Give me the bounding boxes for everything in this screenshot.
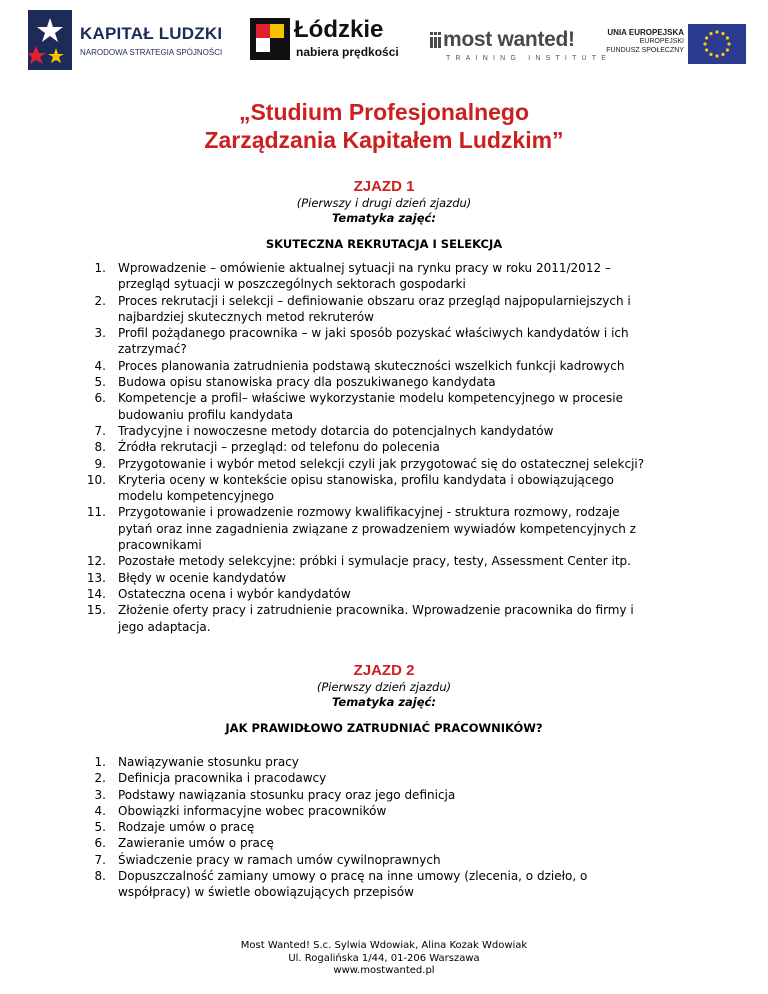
list-item — [0, 423, 698, 439]
list-item — [0, 803, 698, 819]
list-item-text: pracownikami — [118, 538, 202, 553]
list-item-number: 5. — [94, 375, 106, 390]
section-1-tematyka: Tematyka zajęć: — [332, 211, 436, 225]
list-item — [0, 456, 698, 472]
list-item-number: 8. — [94, 440, 106, 455]
list-item-text: pytań oraz inne zagadnienia związane z prowadzeniem wywiadów kompetencyjnych z — [118, 521, 636, 536]
list-item — [0, 439, 698, 455]
page-title-line-1: „Studium Profesjonalnego — [238, 99, 530, 125]
list-item-number: 1. — [94, 261, 106, 275]
list-item — [0, 602, 698, 635]
list-item-text: budowaniu profilu kandydata — [118, 407, 294, 422]
list-item-text: Rodzaje umów o pracę — [118, 820, 255, 835]
list-item-text: Przygotowanie i prowadzenie rozmowy kwalifikacyjnej - struktura rozmowy, rodzaje — [118, 505, 620, 520]
list-item-text: Wprowadzenie – omówienie aktualnej sytuacji na rynku pracy w roku 2011/2012 – — [118, 261, 611, 275]
ue-line-1: UNIA EUROPEJSKA — [607, 28, 684, 37]
list-item — [0, 819, 698, 835]
list-item-text: Proces rekrutacji i selekcji – definiowanie obszaru oraz przegląd najpopularniejszych i — [118, 293, 631, 308]
list-item — [0, 390, 698, 423]
list-item-text: modelu kompetencyjnego — [118, 489, 275, 504]
lodzkie-logo — [250, 14, 420, 68]
list-item-number: 15. — [86, 603, 106, 618]
kapital-ludzki-logo — [28, 10, 238, 70]
list-item-text: Kryteria oceny w kontekście opisu stanowiska, profilu kandydata i obowiązującego — [118, 472, 614, 487]
list-item — [0, 358, 698, 374]
lodzkie-subtitle: nabiera prędkości — [296, 45, 399, 59]
list-item-number: 6. — [94, 836, 106, 851]
list-item-number: 9. — [94, 456, 106, 471]
logo-strip — [0, 0, 768, 78]
list-item-text: Pozostałe metody selekcyjne: próbki i symulacje pracy, testy, Assessment Center itp. — [118, 554, 631, 569]
footer — [0, 940, 768, 978]
list-item-text: zatrzymać? — [118, 342, 187, 357]
list-item — [0, 325, 698, 358]
list-item-text: Źródła rekrutacji – przegląd: od telefonu do polecenia — [118, 440, 440, 455]
list-item — [0, 852, 698, 868]
mostwanted-logo — [430, 28, 612, 68]
mostwanted-dots-icon — [430, 32, 442, 48]
list-item-number: 8. — [94, 869, 106, 884]
list-item — [0, 570, 698, 586]
eu-flag-icon — [688, 24, 746, 64]
list-item — [0, 504, 698, 553]
list-item-number: 4. — [94, 803, 106, 818]
kapital-ludzki-title: KAPITAŁ LUDZKI — [80, 24, 223, 43]
list-item-number: 7. — [94, 852, 106, 867]
section-1-topic: SKUTECZNA REKRUTACJA I SELEKCJA — [265, 237, 503, 251]
section-1-header — [0, 178, 768, 226]
list-item-number: 6. — [94, 391, 106, 406]
lodzkie-logo-mark-icon — [250, 18, 290, 60]
list-item-text: Definicja pracownika i pracodawcy — [118, 771, 327, 786]
list-item-text: Profil pożądanego pracownika – w jaki sposób pozyskać właściwych kandydatów i ich — [118, 326, 629, 341]
list-item-text: Ostateczna ocena i wybór kandydatów — [118, 586, 351, 601]
list-item-text: Budowa opisu stanowiska pracy dla poszukiwanego kandydata — [118, 375, 496, 390]
section-1-subtitle: (Pierwszy i drugi dzień zjazdu) — [296, 196, 472, 210]
list-item-number: 2. — [94, 771, 106, 786]
list-item-number: 13. — [86, 570, 106, 585]
list-item-text: Podstawy nawiązania stosunku pracy oraz jego definicja — [118, 787, 456, 802]
section-2-header — [0, 662, 768, 710]
list-item — [0, 260, 698, 293]
list-item-number: 2. — [94, 293, 106, 308]
list-item-number: 1. — [94, 755, 106, 769]
section-2-subtitle: (Pierwszy dzień zjazdu) — [316, 680, 452, 694]
list-item — [0, 472, 698, 505]
mostwanted-subtitle: TRAINING INSTITUTE — [446, 55, 612, 62]
page-title — [0, 98, 768, 154]
footer-line-3: www.mostwanted.pl — [333, 965, 435, 976]
list-item-number: 11. — [86, 505, 106, 520]
list-item-text: Świadczenie pracy w ramach umów cywilnoprawnych — [118, 852, 441, 867]
list-item — [0, 835, 698, 851]
lodzkie-title: Łódzkie — [294, 16, 384, 43]
mostwanted-title: most wanted! — [443, 28, 575, 51]
list-item-number: 10. — [86, 472, 106, 487]
list-item — [0, 293, 698, 326]
list-item — [0, 586, 698, 602]
section-1-list — [0, 260, 698, 635]
list-item-text: Zawieranie umów o pracę — [118, 836, 274, 851]
list-item-text: Kompetencje a profil– właściwe wykorzystanie modelu kompetencyjnego w procesie — [118, 391, 623, 406]
list-item-text: jego adaptacja. — [118, 619, 211, 634]
list-item — [0, 770, 698, 786]
section-2-tematyka: Tematyka zajęć: — [332, 695, 436, 709]
list-item — [0, 553, 698, 569]
page-title-line-2: Zarządzania Kapitałem Ludzkim” — [204, 127, 564, 153]
list-item-text: Dopuszczalność zamiany umowy o pracę na inne umowy (zlecenia, o dzieło, o — [118, 869, 588, 884]
ue-line-3: FUNDUSZ SPOŁECZNY — [606, 47, 684, 54]
list-item-text: Przygotowanie i wybór metod selekcji czyli jak przygotować się do ostatecznej selekcji? — [118, 456, 645, 471]
list-item-number: 3. — [94, 326, 106, 341]
list-item — [0, 374, 698, 390]
list-item-text: Proces planowania zatrudnienia podstawą skuteczności wszelkich funkcji kadrowych — [118, 358, 625, 373]
section-2-list — [0, 754, 698, 901]
list-item — [0, 868, 698, 901]
section-2-heading: ZJAZD 2 — [353, 662, 415, 679]
list-item-text: Obowiązki informacyjne wobec pracowników — [118, 803, 387, 818]
section-1-heading: ZJAZD 1 — [353, 178, 415, 195]
list-item-text: Błędy w ocenie kandydatów — [118, 570, 286, 585]
list-item-number: 4. — [94, 358, 106, 373]
list-item — [0, 787, 698, 803]
list-item-text: przegląd sytuacji w poszczególnych sektorach gospodarki — [118, 277, 466, 292]
kapital-ludzki-subtitle: NARODOWA STRATEGIA SPÓJNOŚCI — [80, 48, 223, 57]
list-item-text: Tradycyjne i nowoczesne metody dotarcia do potencjalnych kandydatów — [118, 423, 554, 438]
list-item-number: 14. — [86, 586, 106, 601]
list-item-text: Złożenie oferty pracy i zatrudnienie pracownika. Wprowadzenie pracownika do firmy i — [118, 603, 634, 618]
list-item-number: 5. — [94, 820, 106, 835]
list-item-number: 3. — [94, 787, 106, 802]
list-item — [0, 754, 698, 770]
ue-line-2: EUROPEJSKI — [639, 38, 684, 45]
list-item-number: 12. — [86, 554, 106, 569]
list-item-text: Nawiązywanie stosunku pracy — [118, 755, 299, 769]
footer-line-2: Ul. Rogalińska 1/44, 01-206 Warszawa — [288, 952, 480, 964]
list-item-text: współpracy) w świetle obowiązujących przepisów — [118, 885, 414, 900]
kapital-ludzki-star-icon — [28, 10, 72, 70]
list-item-text: najbardziej skutecznych metod rekruterów — [118, 309, 374, 324]
footer-line-1: Most Wanted! S.c. Sylwia Wdowiak, Alina Kozak Wdowiak — [240, 940, 528, 951]
ue-label — [604, 28, 684, 55]
list-item-number: 7. — [94, 423, 106, 438]
section-2-topic: JAK PRAWIDŁOWO ZATRUDNIAĆ PRACOWNIKÓW? — [225, 721, 543, 735]
